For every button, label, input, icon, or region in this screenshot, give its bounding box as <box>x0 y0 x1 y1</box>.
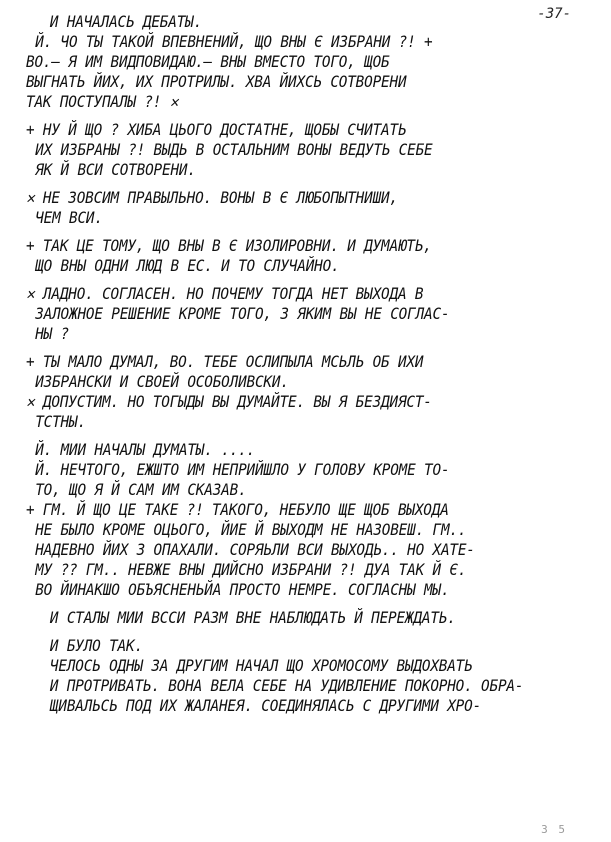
text-line: ЩИВАЛЬСЬ ПОД ИХ ЖАЛАНЕЯ. СОЕДИНЯЛАСЬ С ДРУГИМИ ХРО- <box>49 697 482 715</box>
text-line: + ГМ. Й ЩО ЦЕ ТАКЕ ?! ТАКОГО, НЕБУЛО ЩЕ ЩОБ ВЫХОДА <box>26 501 449 519</box>
text-line: ЩО ВНЫ ОДНИ ЛЮД В ЕС. И ТО СЛУЧАЙНО. <box>35 257 340 275</box>
page-number: -37- <box>537 6 571 22</box>
text-line: ВО.– Я ИМ ВИДПОВИДАЮ.– ВНЫ ВМЕСТО ТОГО, ЩОБ <box>26 53 390 71</box>
text-line: ЧЕЛОСЬ ОДНЫ ЗА ДРУГИМ НАЧАЛ ЩО ХРОМОСОМУ ВЫДОХВАТЬ <box>49 657 473 675</box>
text-line: ВЫГНАТЬ ЙИХ, ИХ ПРОТРИЛЫ. ХВА ЙИХСЬ СОТВОРЕНИ <box>26 73 407 91</box>
text-line: НЫ ? <box>35 325 70 343</box>
text-line: ✕ НЕ ЗОВСИМ ПРАВЫЛЬНО. ВОНЫ В Є ЛЮБОПЫТНИШИ, <box>26 189 398 207</box>
text-line: И ПРОТРИВАТЬ. ВОНА ВЕЛА СЕБЕ НА УДИВЛЕНИЕ ПОКОРНО. ОБРА- <box>49 677 524 695</box>
text-line: МУ ?? ГМ.. НЕВЖЕ ВНЫ ДИЙСНО ИЗБРАНИ ?! ДУА ТАК Й Є. <box>35 561 467 579</box>
text-line: + НУ Й ЩО ? ХИБА ЦЬОГО ДОСТАТНЕ, ЩОБЫ СЧИТАТЬ <box>26 121 407 139</box>
text-line: ИЗБРАНСКИ И СВОЕЙ ОСОБОЛИВСКИ. <box>35 373 289 391</box>
text-line: И БУЛО ТАК. <box>49 637 143 655</box>
text-line: ЯК Й ВСИ СОТВОРЕНИ. <box>35 161 196 179</box>
footer-mark: 3 5 <box>541 823 567 836</box>
text-line: Й. НЕЧТОГО, ЕЖШТО ИМ НЕПРИЙШЛО У ГОЛОВУ КРОМЕ ТО- <box>35 461 450 479</box>
text-line: И НАЧАЛАСЬ ДЕБАТЫ. <box>49 13 203 31</box>
text-line: Й. ЧО ТЫ ТАКОЙ ВПЕВНЕНИЙ, ЩО ВНЫ Є ИЗБРАНИ ?! + <box>35 33 433 51</box>
text-line: + ТАК ЦЕ ТОМУ, ЩО ВНЫ В Є ИЗОЛИРОВНИ. И ДУМАЮТЬ, <box>26 237 432 255</box>
text-line: Й. МИИ НАЧАЛЫ ДУМАТЫ. .... <box>35 441 255 459</box>
text-line: ЧЕМ ВСИ. <box>35 209 103 227</box>
text-line: ТАК ПОСТУПАЛЫ ?! ✕ <box>26 93 179 111</box>
text-line: ИХ ИЗБРАНЫ ?! ВЫДЬ В ОСТАЛЬНИМ ВОНЫ ВЕДУТЬ СЕБЕ <box>35 141 433 159</box>
text-line: ЗАЛОЖНОЕ РЕШЕНИЕ КРОМЕ ТОГО, З ЯКИМ ВЫ НЕ СОГЛАС- <box>35 305 450 323</box>
text-line: ВО ЙИНАКШО ОБЪЯСНЕНЬЙА ПРОСТО НЕМРЕ. СОГЛАСНЫ МЫ. <box>35 581 450 599</box>
text-line: ТСТНЫ. <box>35 413 86 431</box>
text-line: И СТАЛЫ МИИ ВССИ РАЗМ ВНЕ НАБЛЮДАТЬ Й ПЕРЕЖДАТЬ. <box>49 609 456 627</box>
text-line: ТО, ЩО Я Й САМ ИМ СКАЗАВ. <box>35 481 247 499</box>
text-line: + ТЫ МАЛО ДУМАЛ, ВО. ТЕБЕ ОСЛИПЫЛА МСЬЛЬ ОБ ИХИ <box>26 353 424 371</box>
text-line: НАДЕВНО ЙИХ З ОПАХАЛИ. СОРЯЬЛИ ВСИ ВЫХОДЬ.. НО ХАТЕ- <box>35 541 475 559</box>
text-line: ✕ ДОПУСТИМ. НО ТОГЫДЫ ВЫ ДУМАЙТЕ. ВЫ Я БЕЗДИЯСТ- <box>26 393 432 411</box>
text-line: ✕ ЛАДНО. СОГЛАСЕН. НО ПОЧЕМУ ТОГДА НЕТ ВЫХОДА В <box>26 285 424 303</box>
text-line: НЕ БЫЛО КРОМЕ ОЦЬОГО, ЙИЕ Й ВЫХОДМ НЕ НАЗОВЕШ. ГМ.. <box>35 521 467 539</box>
handwritten-text-block <box>26 12 591 716</box>
